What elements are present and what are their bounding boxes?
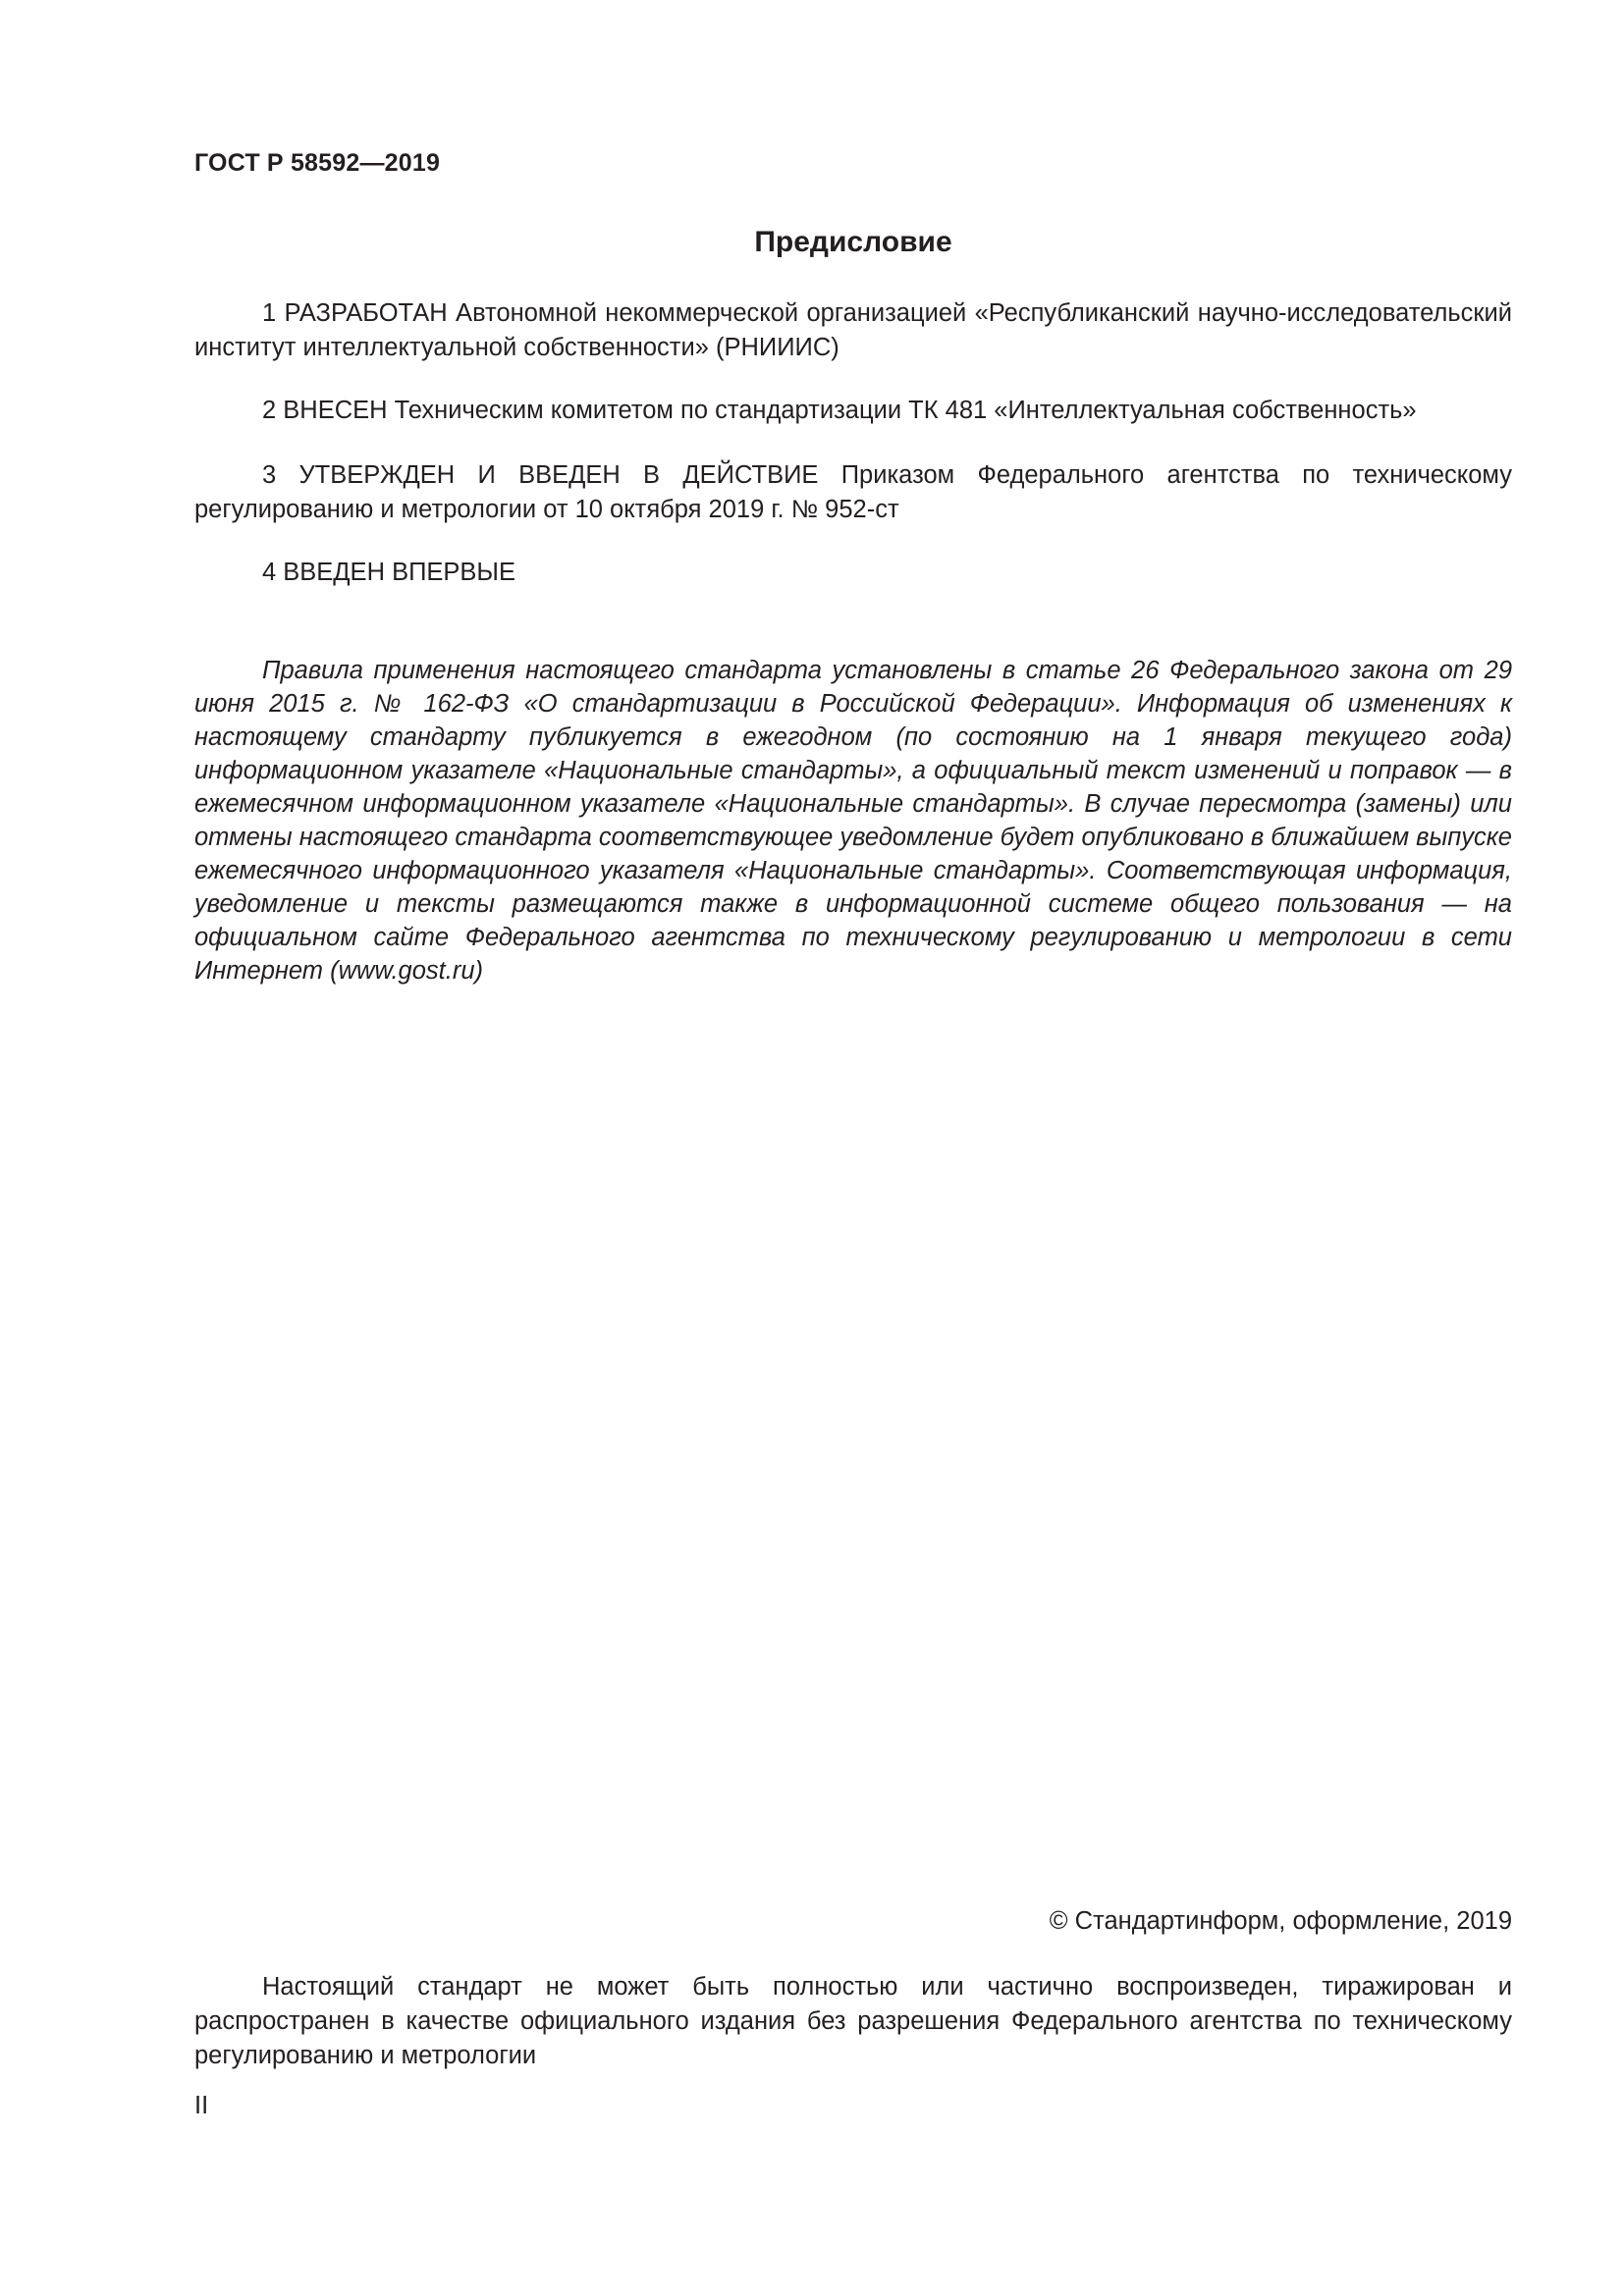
- document-code: ГОСТ Р 58592—2019: [194, 149, 441, 177]
- foreword-item-developed: 1 РАЗРАБОТАН Автономной некоммерческой организацией «Республиканский научно-исследовательский институт интеллектуальной собственности» (РНИИИС): [194, 299, 1512, 361]
- page-title: Предисловие: [754, 226, 952, 258]
- copyright-line: © Стандартинформ, оформление, 2019: [1049, 1907, 1512, 1935]
- foreword-item-introduced: 2 ВНЕСЕН Техническим комитетом по стандартизации ТК 481 «Интеллектуальная собственность»: [262, 397, 1417, 424]
- application-rules-paragraph: Правила применения настоящего стандарта установлены в статье 26 Федерального закона от 29 июня 2015 г. № 162-ФЗ «О стандартизации в Российской Федерации». Информация об изменениях к настоящему стандарту публикуется в ежегодном (по состоянию на 1 января текущего года) информационном указателе «Национальные стандарты», а официальный текст изменений и поправок — в ежемесячном информационном указателе «Национальные стандарты». В случае пересмотра (замены) или отмены настоящего стандарта соответствующее уведомление будет опубликовано в ближайшем выпуске ежемесячного информационного указателя «Национальные стандарты». Соответствующая информация, уведомление и тексты размещаются также в информационной системе общего пользования — на официальном сайте Федерального агентства по техническому регулированию и метрологии в сети Интернет (www.gost.ru): [194, 657, 1512, 985]
- foreword-item-approved: 3 УТВЕРЖДЕН И ВВЕДЕН В ДЕЙСТВИЕ Приказом Федерального агентства по техническому регулированию и метрологии от 10 октября 2019 г. № 952-ст: [194, 461, 1512, 523]
- page-number: II: [194, 2092, 209, 2119]
- reproduction-notice: Настоящий стандарт не может быть полностью или частично воспроизведен, тиражирован и распространен в качестве официального издания без разрешения Федерального агентства по техническому регулированию и метрологии: [194, 1973, 1512, 2069]
- foreword-item-first-introduced: 4 ВВЕДЕН ВПЕРВЫЕ: [262, 559, 516, 586]
